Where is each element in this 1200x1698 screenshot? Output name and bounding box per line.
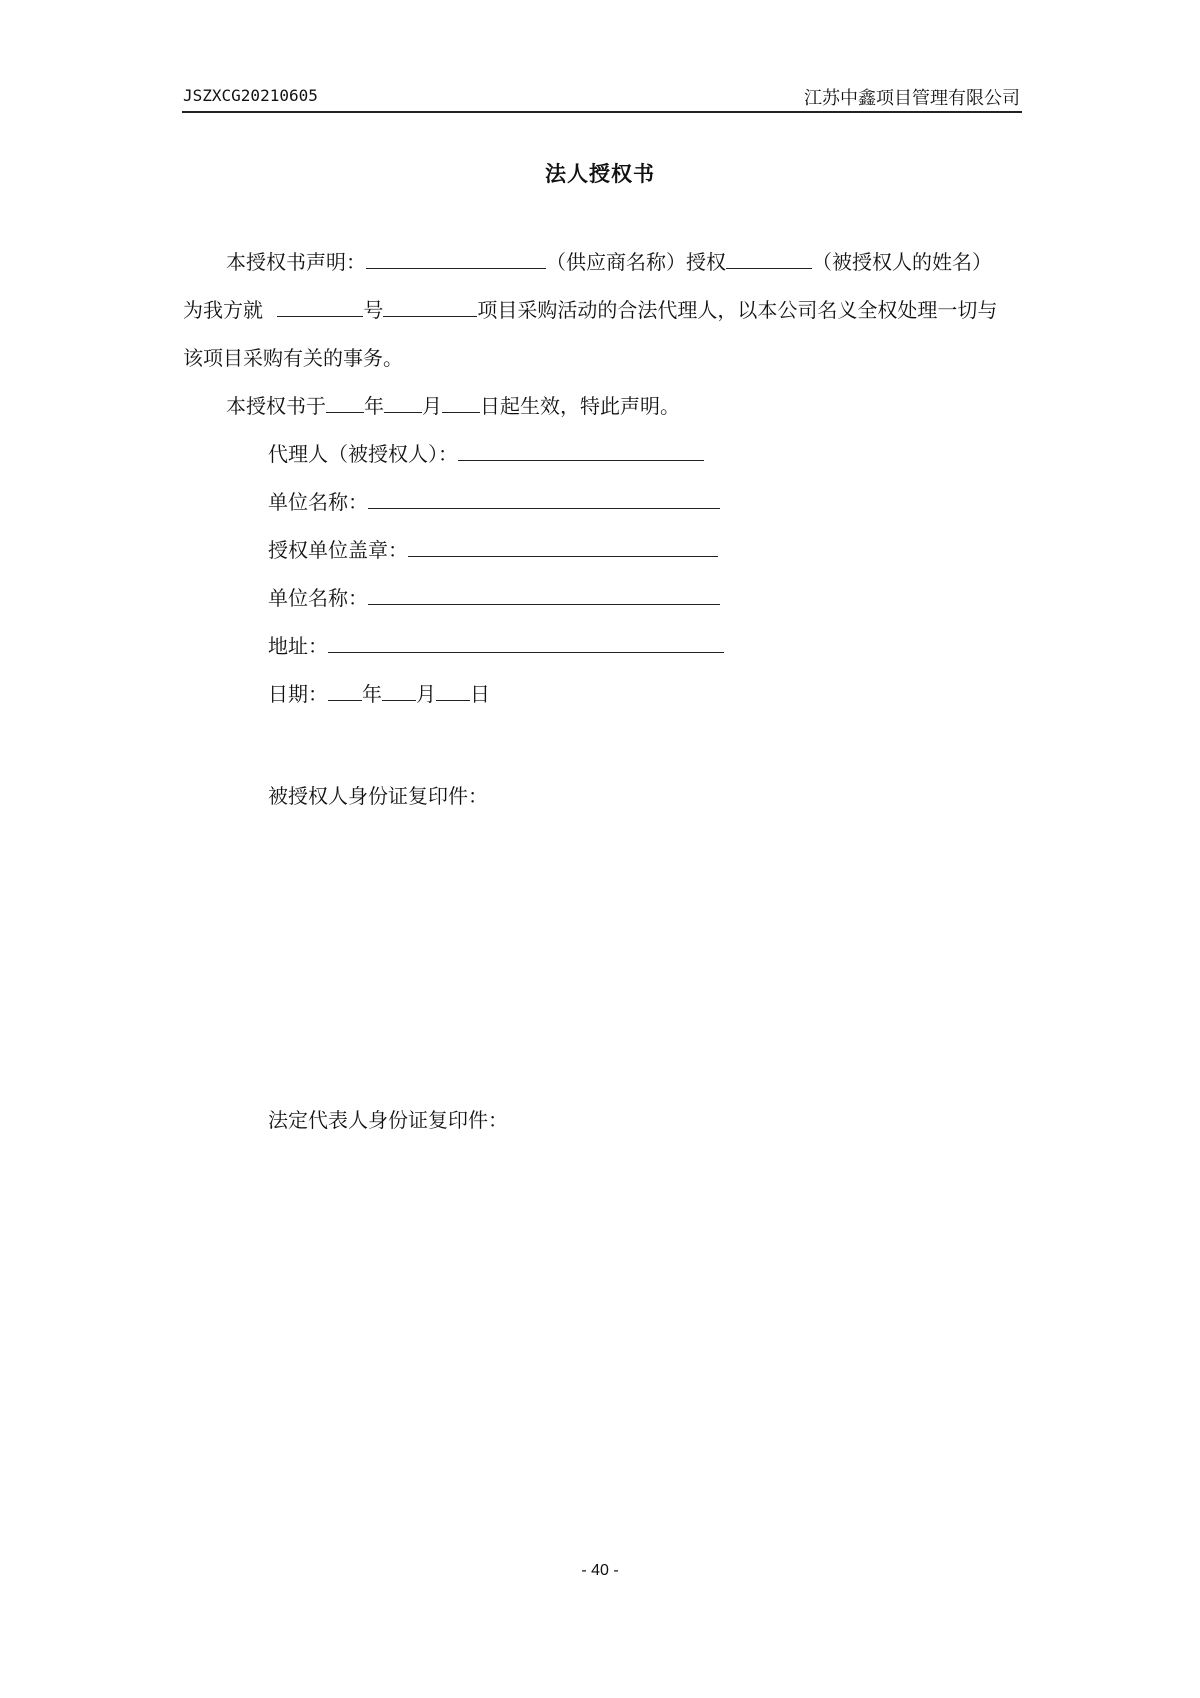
date-year-label: 年 [362, 682, 382, 706]
unit-name-line-2 [268, 588, 720, 608]
project-name-blank [383, 315, 477, 317]
date-year-blank [328, 699, 362, 701]
effective-month-blank [384, 411, 422, 413]
header-divider [182, 111, 1022, 113]
date-label: 日期： [268, 682, 328, 706]
seal-label: 授权单位盖章： [268, 538, 408, 562]
supplier-name-blank [366, 267, 546, 269]
date-day-blank [436, 699, 470, 701]
declaration-line-1 [226, 252, 992, 272]
project-scope-text: 项目采购活动的合法代理人，以本公司名义全权处理一切与 [477, 298, 998, 322]
date-month-blank [382, 699, 416, 701]
supplier-name-hint: （供应商名称）授权 [546, 250, 726, 274]
address-label: 地址： [268, 634, 328, 658]
declaration-line-2 [183, 300, 997, 320]
document-code: JSZXCG20210605 [183, 86, 318, 105]
agent-id-copy-label: 被授权人身份证复印件： [268, 784, 488, 808]
declaration-line-3: 该项目采购有关的事务。 [183, 346, 403, 370]
effective-prefix: 本授权书于 [226, 394, 326, 418]
effective-year-label: 年 [364, 394, 384, 418]
address-line [268, 636, 724, 656]
project-number-suffix: 号 [363, 298, 384, 322]
project-number-blank [277, 315, 363, 317]
address-blank [328, 651, 724, 653]
seal-blank [408, 555, 718, 557]
unit-name-label: 单位名称： [268, 586, 368, 610]
effective-suffix: 日起生效，特此声明。 [480, 394, 680, 418]
project-prefix: 为我方就 [183, 298, 270, 322]
authorized-person-blank [726, 267, 812, 269]
date-line [268, 684, 490, 704]
effective-day-blank [442, 411, 480, 413]
page-title: 法人授权书 [545, 161, 655, 186]
date-day-label: 日 [470, 682, 490, 706]
unit-name-blank [368, 603, 720, 605]
agent-blank [458, 459, 704, 461]
unit-name-blank [368, 507, 720, 509]
date-month-label: 月 [416, 682, 436, 706]
legal-rep-id-copy-label: 法定代表人身份证复印件： [268, 1108, 508, 1132]
declaration-prefix: 本授权书声明： [226, 250, 366, 274]
page-number: - 40 - [581, 1562, 619, 1579]
effective-month-label: 月 [422, 394, 442, 418]
unit-name-line-1 [268, 492, 720, 512]
seal-line [268, 540, 718, 560]
agent-label: 代理人（被授权人）： [268, 442, 458, 466]
unit-name-label: 单位名称： [268, 490, 368, 514]
agent-line [268, 444, 704, 464]
company-name: 江苏中鑫项目管理有限公司 [804, 88, 1020, 109]
effective-date-line [226, 396, 680, 416]
effective-year-blank [326, 411, 364, 413]
authorized-person-hint: （被授权人的姓名） [812, 250, 992, 274]
